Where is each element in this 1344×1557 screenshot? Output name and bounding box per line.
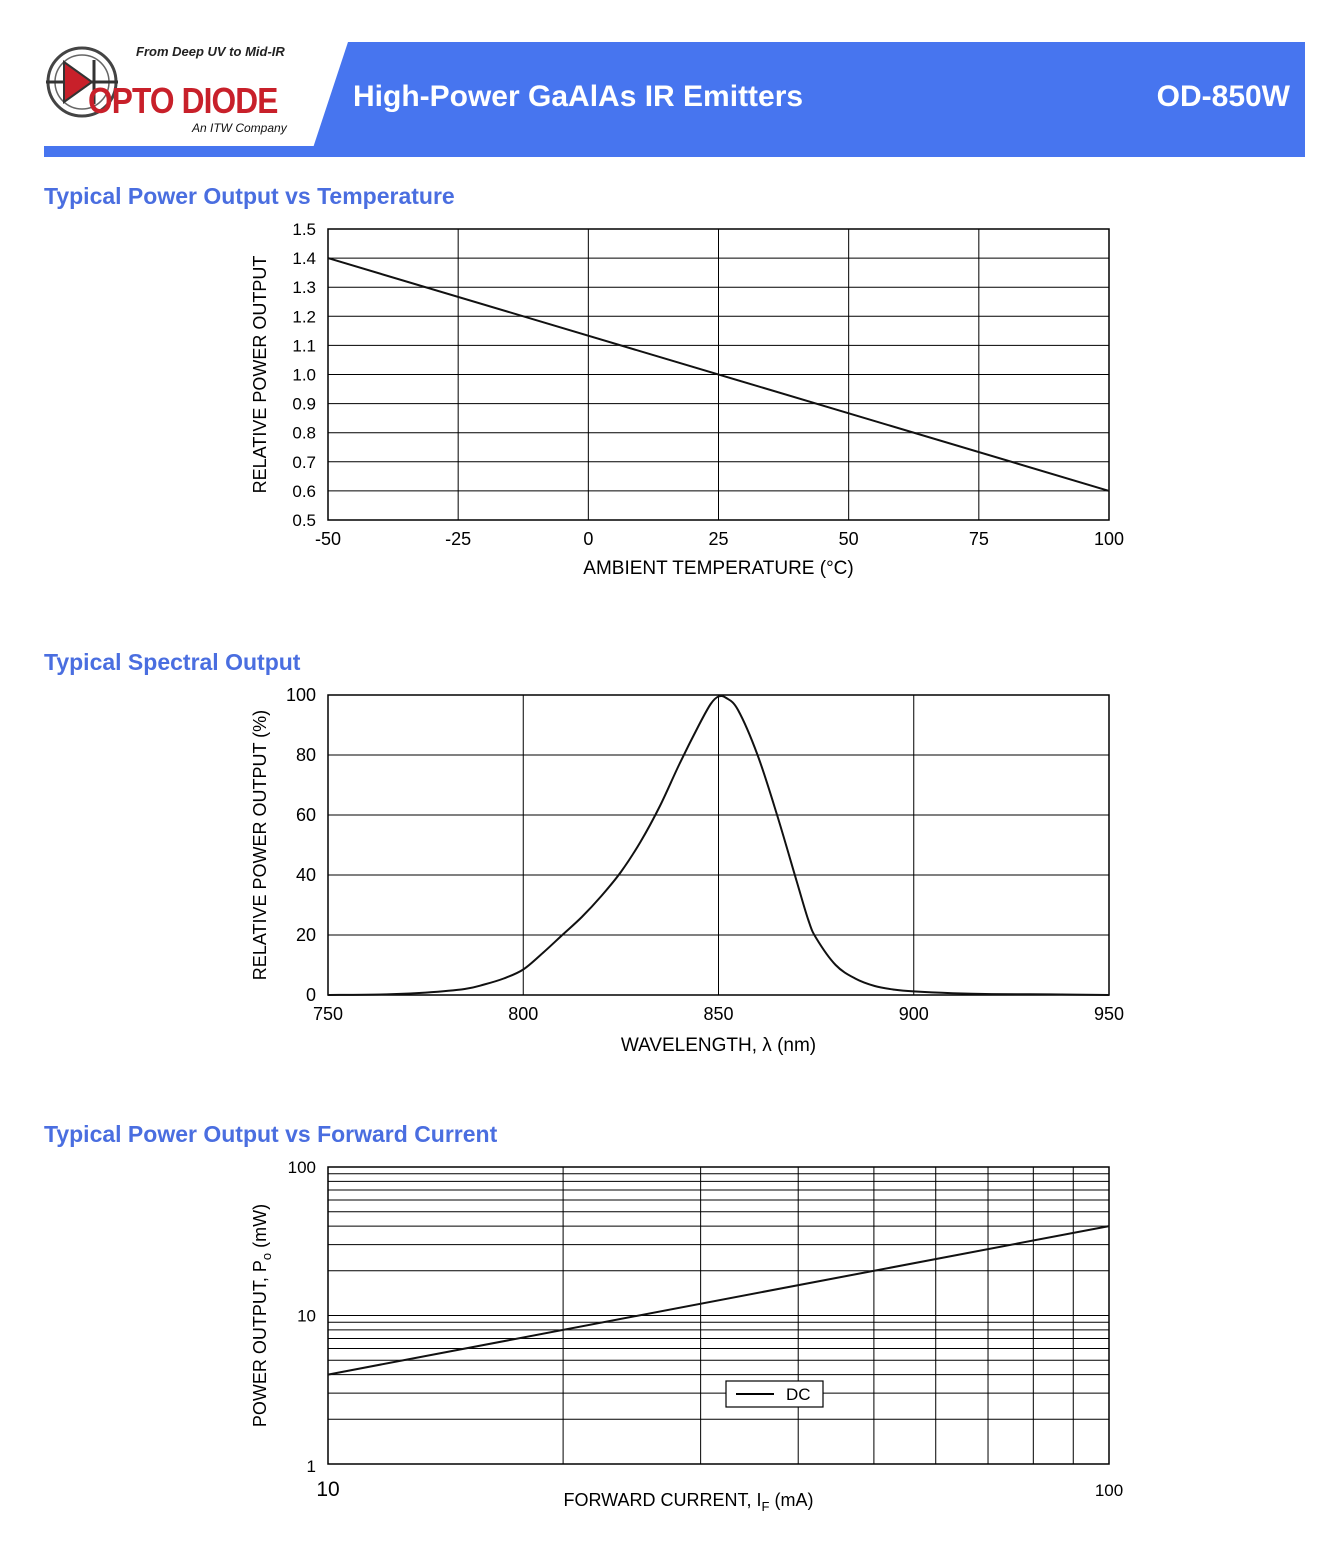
temp-chart-xtick-label: 75 — [968, 529, 989, 549]
current-chart-ytick-label: 1 — [306, 1457, 316, 1476]
spectral-chart-ytick-label: 40 — [295, 865, 316, 885]
temp-chart-xtick-label: -50 — [314, 529, 342, 549]
temp-chart-ytick-label: 0.9 — [292, 394, 316, 414]
current-chart-ytick-label: 100 — [287, 1158, 316, 1177]
temp-chart-ytick-label: 0.5 — [292, 511, 316, 530]
current-chart-xlabel: FORWARD CURRENT, $I_F$ (mA) — [563, 1490, 814, 1514]
spectral-chart-xlabel: WAVELENGTH, λ (nm) — [620, 1035, 817, 1056]
temp-chart-ytick-label: 0.8 — [292, 423, 316, 443]
spectral-chart-ytick-label: 100 — [285, 685, 316, 705]
temp-chart-xtick-label: 25 — [708, 529, 729, 549]
spectral-chart-xtick-label: 850 — [703, 1004, 734, 1024]
section-title-spectral: Typical Spectral Output — [44, 649, 301, 675]
temp-chart-ytick-label: 1.1 — [292, 336, 316, 356]
current-chart-ytick-label: 10 — [297, 1306, 316, 1326]
section-title-current: Typical Power Output vs Forward Current — [44, 1121, 498, 1147]
temp-chart-ytick-label: 0.6 — [292, 481, 316, 501]
spectral-chart-ylabel: RELATIVE POWER OUTPUT (%) — [250, 709, 270, 981]
current-chart-ylabel: POWER OUTPUT, $P_o$ (mW) — [250, 1203, 274, 1428]
current-chart-xtick-label: 10 — [316, 1478, 340, 1501]
temp-chart-ytick-label: 1.3 — [292, 278, 316, 298]
current-chart-legend-label: DC — [786, 1385, 811, 1404]
spectral-chart-ytick-label: 20 — [295, 925, 316, 945]
company-subtitle: An ITW Company — [192, 121, 287, 135]
spectral-chart-xtick-label: 800 — [508, 1004, 539, 1024]
spectral-chart-ytick-label: 80 — [295, 745, 316, 765]
company-tagline: From Deep UV to Mid-IR — [136, 44, 285, 59]
temp-chart-xtick-label: 0 — [583, 529, 594, 549]
temp-chart-ytick-label: 1.5 — [292, 220, 316, 239]
current-chart-xtick-label: 100 — [1094, 1481, 1124, 1500]
temp-chart-ylabel: RELATIVE POWER OUTPUT — [250, 255, 270, 494]
spectral-chart-xtick-label: 950 — [1093, 1004, 1125, 1024]
current-chart-series-line — [328, 1226, 1109, 1375]
model-number: OD-850W — [1156, 80, 1290, 113]
temp-chart-ytick-label: 1.0 — [292, 365, 316, 385]
header-title: High-Power GaAlAs IR Emitters — [353, 80, 804, 113]
temp-chart-ytick-label: 0.7 — [292, 452, 316, 472]
spectral-chart-ytick-label: 60 — [295, 805, 316, 825]
spectral-chart-ytick-label: 0 — [305, 985, 316, 1005]
spectral-chart-xtick-label: 900 — [898, 1004, 929, 1024]
temp-chart-xtick-label: 50 — [838, 529, 859, 549]
section-title-temperature: Typical Power Output vs Temperature — [44, 183, 455, 209]
temp-chart-ytick-label: 1.4 — [292, 249, 316, 269]
temp-chart-xlabel: AMBIENT TEMPERATURE (°C) — [583, 558, 854, 579]
temp-chart-ytick-label: 1.2 — [292, 307, 316, 327]
temp-chart-xtick-label: 100 — [1093, 529, 1125, 549]
temp-chart-xtick-label: -25 — [445, 529, 472, 549]
company-name: OPTO DIODE — [88, 80, 278, 121]
spectral-chart-xtick-label: 750 — [312, 1004, 344, 1024]
